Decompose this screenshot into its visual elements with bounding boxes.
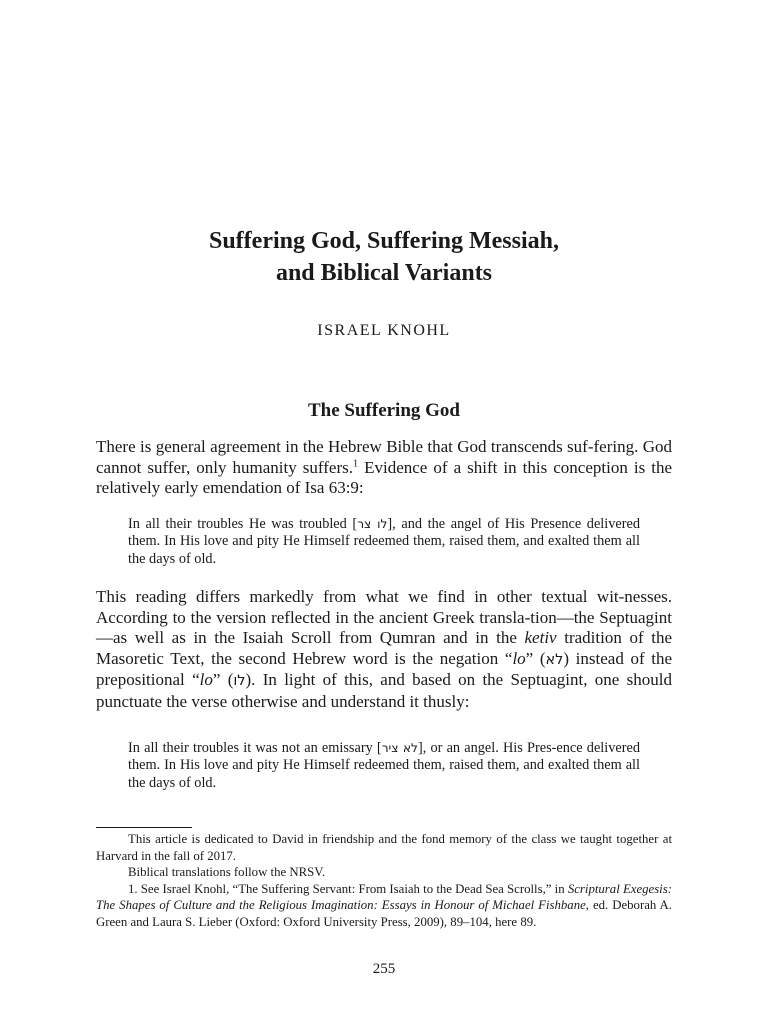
block-quote-1 xyxy=(128,516,640,568)
footnote-1 xyxy=(96,881,672,931)
article-title xyxy=(96,225,672,289)
hebrew-lo-prepositional: לו xyxy=(233,673,246,689)
paragraph-1-text-a: There is general agreement in the Hebrew Bible that God transcends suf-fering. God cannot suffer, only humanity suffers. xyxy=(96,437,672,477)
hebrew-lo-negation: לא xyxy=(545,651,564,668)
paragraph-2-text-e: ” ( xyxy=(212,670,234,689)
footnote-1-book-title: Scriptural Exegesis: The Shapes of Culture and the Religious Imagination: Essays in Honour of Michael Fishbane xyxy=(96,881,672,912)
paragraph-1-text-b: Evidence of a shift in this conception is the relatively early emendation of Isa 63:9: xyxy=(96,457,672,497)
lo-term-2: lo xyxy=(199,670,213,689)
section-heading: The Suffering God xyxy=(307,400,461,421)
footnote-separator xyxy=(96,827,192,828)
footnote-translations: Biblical translations follow the NRSV. xyxy=(128,865,326,879)
page-number: 255 xyxy=(372,961,396,977)
quote-1-text-b: ], and the angel of His Presence delivered them. In His love and pity He Himself redeemed them, raised them, and exalted them all the days of old. xyxy=(128,516,640,567)
footnote-1-text-a: 1. See Israel Knohl, “The Suffering Servant: From Isaiah to the Dead Sea Scrolls,” in xyxy=(128,881,568,896)
paragraph-1 xyxy=(96,437,672,499)
footnotes xyxy=(96,831,672,930)
quote-1-hebrew: לו צר xyxy=(357,517,388,531)
quote-2-hebrew: לא ציר xyxy=(381,741,418,755)
ketiv-term: ketiv xyxy=(524,628,557,647)
paragraph-2-text-c: ” ( xyxy=(525,648,546,668)
title-line-2: and Biblical Variants xyxy=(275,260,493,286)
paragraph-2-text-a: This reading differs markedly from what we find in other textual wit-nesses. According to the version reflected in the ancient Greek transla-tion—the Septuagint—as well as in the Isaiah Scroll from Qumran and in the xyxy=(96,587,672,647)
title-line-1: Suffering God, Suffering Messiah, xyxy=(208,228,559,254)
paragraph-2 xyxy=(96,587,672,712)
quote-1-text-a: In all their troubles He was troubled [ xyxy=(128,516,358,532)
paragraph-2-text-f: ). In light of this, and based on the Septuagint, one should punctuate the verse otherwise and understand it thusly: xyxy=(96,670,672,711)
paragraph-2-text-b: tradition of the Masoretic Text, the second Hebrew word is the negation “ xyxy=(96,628,672,668)
footnote-ref-1: 1 xyxy=(352,457,359,469)
quote-2-text-b: ], or an angel. His Pres-ence delivered them. In His love and pity He Himself redeemed them, raised them, and exalted them all the days of old. xyxy=(128,740,640,791)
author-name: ISRAEL KNOHL xyxy=(317,322,451,339)
footnote-1-text-b: , ed. Deborah A. Green and Laura S. Lieber (Oxford: Oxford University Press, 2009), 89–104, here 89. xyxy=(96,898,672,929)
footnote-dedication: This article is dedicated to David in friendship and the fond memory of the class we taught together at Harvard in the fall of 2017. xyxy=(96,832,672,863)
block-quote-2 xyxy=(128,740,640,792)
quote-2-text-a: In all their troubles it was not an emissary [ xyxy=(128,740,382,756)
lo-term-1: lo xyxy=(512,648,526,668)
paragraph-2-text-d: ) instead of the prepositional “ xyxy=(96,648,672,689)
